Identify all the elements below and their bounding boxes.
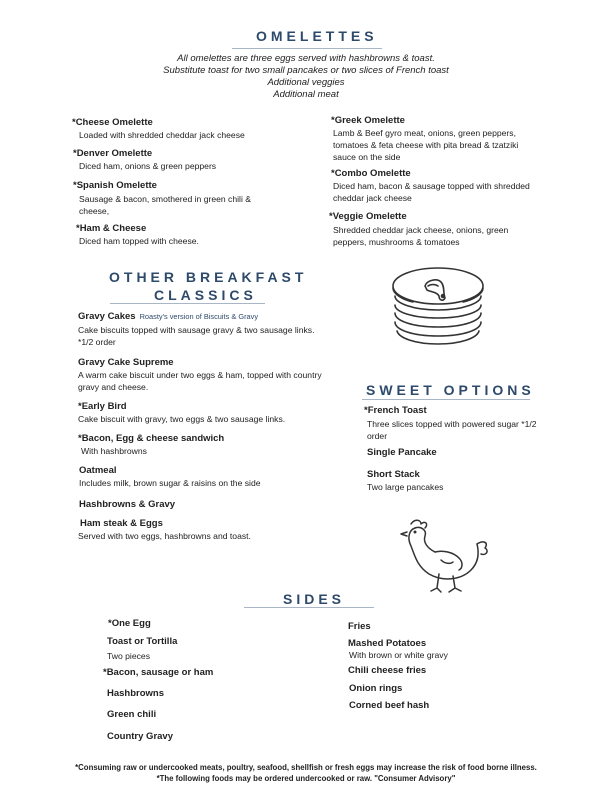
omelettes-notes bbox=[130, 53, 482, 101]
side-item: Green chili bbox=[107, 709, 157, 720]
classics-heading-line1: OTHER BREAKFAST bbox=[109, 269, 308, 285]
omelettes-heading: OMELETTES bbox=[256, 28, 378, 44]
consumer-advisory-line2: *The following foods may be ordered undercooked or raw. "Consumer Advisory" bbox=[156, 774, 456, 783]
side-item-desc: With brown or white gravy bbox=[349, 650, 448, 660]
side-item: Hashbrowns bbox=[107, 688, 165, 699]
item-name bbox=[78, 311, 258, 322]
item-name: *Combo Omelette bbox=[331, 168, 411, 179]
side-item: Mashed Potatoes bbox=[348, 638, 427, 649]
item-name: Ham steak & Eggs bbox=[80, 518, 163, 529]
omelettes-note: Additional veggies bbox=[267, 77, 345, 88]
item-name: *Denver Omelette bbox=[73, 148, 153, 159]
chicken-icon bbox=[393, 514, 493, 594]
item-desc: Shredded cheddar jack cheese, onions, green peppers, mushrooms & tomatoes bbox=[333, 225, 509, 247]
item-name: Gravy Cake Supreme bbox=[78, 357, 174, 368]
side-item: Chili cheese fries bbox=[348, 665, 427, 676]
item-subtitle: Roasty's version of Biscuits & Gravy bbox=[139, 312, 259, 321]
side-item-desc: Two pieces bbox=[107, 651, 150, 661]
side-item: Corned beef hash bbox=[349, 700, 430, 711]
item-name: Oatmeal bbox=[79, 465, 117, 476]
item-name: *Spanish Omelette bbox=[73, 180, 157, 191]
item-desc: Cake biscuit with gravy, two eggs & two sausage links. bbox=[78, 414, 286, 424]
side-item: Country Gravy bbox=[107, 731, 173, 742]
item-desc: Includes milk, brown sugar & raisins on the side bbox=[79, 478, 261, 488]
item-desc: With hashbrowns bbox=[81, 446, 147, 456]
item-name: *Cheese Omelette bbox=[72, 117, 153, 128]
item-name: *Early Bird bbox=[78, 401, 127, 412]
item-name: Single Pancake bbox=[367, 447, 437, 458]
item-desc: Three slices topped with powered sugar *1/2 order bbox=[367, 419, 537, 441]
item-desc: Loaded with shredded cheddar jack cheese bbox=[79, 130, 245, 140]
sides-rule bbox=[244, 607, 374, 608]
item-desc: Diced ham, onions & green peppers bbox=[79, 161, 217, 171]
item-name: *Greek Omelette bbox=[331, 115, 405, 126]
side-item: Fries bbox=[348, 621, 371, 632]
item-desc: Lamb & Beef gyro meat, onions, green peppers, tomatoes & feta cheese with pita bread & tzatziki sauce on the side bbox=[333, 128, 519, 162]
omelettes-note: Additional meat bbox=[273, 89, 339, 100]
omelettes-rule bbox=[232, 48, 382, 49]
item-name: *Bacon, Egg & cheese sandwich bbox=[78, 433, 225, 444]
sides-heading: SIDES bbox=[283, 591, 346, 607]
item-desc: Served with two eggs, hashbrowns and toast. bbox=[78, 531, 251, 541]
item-name: Short Stack bbox=[367, 469, 420, 480]
item-name-text: Gravy Cakes bbox=[78, 311, 136, 322]
item-name: *Veggie Omelette bbox=[329, 211, 407, 222]
classics-heading-line2: CLASSICS bbox=[154, 287, 257, 303]
item-name: *Ham & Cheese bbox=[76, 223, 147, 234]
side-item: *Bacon, sausage or ham bbox=[103, 667, 214, 678]
item-desc: A warm cake biscuit under two eggs & ham, topped with country gravy and cheese. bbox=[78, 370, 322, 392]
item-desc: Diced ham, bacon & sausage topped with shredded cheddar jack cheese bbox=[333, 181, 530, 203]
classics-rule bbox=[110, 303, 265, 304]
item-name: *French Toast bbox=[364, 405, 427, 416]
pancake-stack-icon bbox=[383, 258, 493, 358]
item-desc: Cake biscuits topped with sausage gravy & two sausage links. *1/2 order bbox=[78, 325, 315, 347]
side-item: *One Egg bbox=[108, 618, 151, 629]
omelettes-note: All omelettes are three eggs served with hashbrowns & toast. bbox=[177, 53, 435, 64]
sweet-rule bbox=[362, 399, 530, 400]
side-item: Toast or Tortilla bbox=[107, 636, 178, 647]
side-item: Onion rings bbox=[349, 683, 403, 694]
sweet-heading: SWEET OPTIONS bbox=[366, 382, 535, 398]
item-desc: Diced ham topped with cheese. bbox=[79, 236, 199, 246]
item-desc: Sausage & bacon, smothered in green chili & cheese, bbox=[79, 194, 251, 216]
consumer-advisory-line1: *Consuming raw or undercooked meats, poultry, seafood, shellfish or fresh eggs may increase the risk of food borne illness. bbox=[75, 763, 537, 772]
item-name: Hashbrowns & Gravy bbox=[79, 499, 176, 510]
item-desc: Two large pancakes bbox=[367, 482, 444, 492]
omelettes-note: Substitute toast for two small pancakes or two slices of French toast bbox=[163, 65, 449, 76]
